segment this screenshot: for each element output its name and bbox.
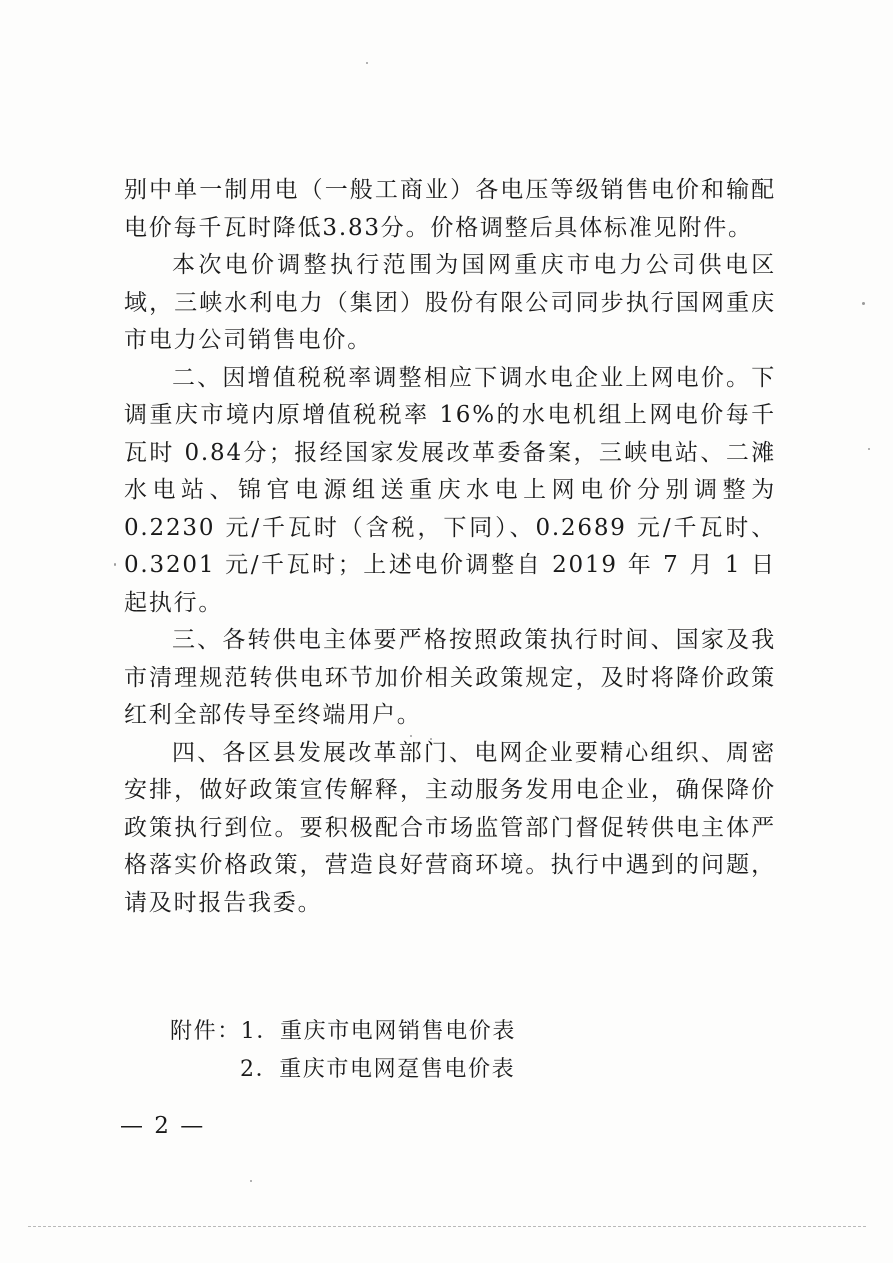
document-body <box>124 172 776 922</box>
scan-speck <box>366 62 368 64</box>
attachments-list <box>170 1013 516 1089</box>
attachment-item-2: 2．重庆市电网趸售电价表 <box>240 1057 516 1082</box>
scan-speck <box>430 738 432 740</box>
paragraph-scope: 本次电价调整执行范围为国网重庆市电力公司供电区域，三峡水利电力（集团）股份有限公司同步执行国网重庆市电力公司销售电价。 <box>124 252 776 353</box>
paragraph-price-reduction: 别中单一制用电（一般工商业）各电压等级销售电价和输配电价每千瓦时降低3.83分。价格调整后具体标准见附件。 <box>124 177 776 241</box>
scan-speck <box>868 448 870 450</box>
scan-speck <box>250 1180 252 1182</box>
paragraph-section-three: 三、各转供电主体要严格按照政策执行时间、国家及我市清理规范转供电环节加价相关政策规定，及时将降价政策红利全部传导至终端用户。 <box>124 627 776 728</box>
paragraph-section-four: 四、各区县发展改革部门、电网企业要精心组织、周密安排，做好政策宣传解释，主动服务发用电企业，确保降价政策执行到位。要积极配合市场监管部门督促转供电主体严格落实价格政策，营造良好营商环境。执行中遇到的问题，请及时报告我委。 <box>124 739 776 916</box>
paragraph-section-two: 二、因增值税税率调整相应下调水电企业上网电价。下调重庆市境内原增值税税率 16%的水电机组上网电价每千瓦时 0.84分；报经国家发展改革委备案，三峡电站、二滩水电站、锦官电源组送重庆水电上网电价分别调整为 0.2230 元/千瓦时（含税，下同）、0.2689 元/千瓦时、0.3201 元/千瓦时；上述电价调整自 2019 年 7 月 1 日起执行。 <box>124 364 776 616</box>
scan-speck <box>862 302 865 305</box>
scan-speck <box>410 735 412 737</box>
attachment-item-1: 附件：1．重庆市电网销售电价表 <box>170 1019 516 1044</box>
scan-border-line <box>28 1226 866 1227</box>
scan-speck <box>114 563 116 566</box>
page-number: — 2 — <box>120 1113 206 1139</box>
